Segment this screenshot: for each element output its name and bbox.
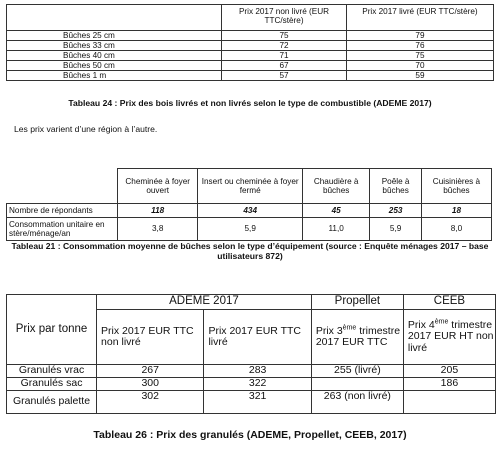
header-cell: Chaudière à bûches	[302, 169, 369, 204]
cell: 59	[346, 71, 493, 81]
row-label: Bûches 25 cm	[7, 31, 222, 41]
row-label: Granulés sac	[7, 378, 97, 391]
row-label: Bûches 33 cm	[7, 41, 222, 51]
table-21-header	[7, 169, 492, 204]
cell: 5,9	[198, 218, 303, 241]
cell: 283	[204, 365, 311, 378]
row-label: Bûches 50 cm	[7, 61, 222, 71]
table-row	[7, 204, 492, 218]
cell: 5,9	[370, 218, 422, 241]
cell: 434	[198, 204, 303, 218]
group-header-ceeb: CEEB	[403, 295, 495, 310]
sub-header-propellet-pre: Prix 3	[315, 324, 343, 337]
table-row	[7, 31, 494, 41]
group-header-ademe: ADEME 2017	[97, 295, 312, 310]
header-blank	[7, 169, 118, 204]
cell: 302	[97, 391, 204, 414]
cell: 205	[403, 365, 495, 378]
sub-header-ceeb-post: trimestre 2017 EUR HT non livré	[407, 318, 494, 354]
cell	[403, 391, 495, 414]
cell: 76	[346, 41, 493, 51]
cell: 263 (non livré)	[311, 391, 403, 414]
cell: 71	[222, 51, 347, 61]
sub-header-ceeb-sup: ème	[434, 318, 449, 326]
sub-header-ademe-non-livre: Prix 2017 EUR TTC non livré	[97, 310, 204, 365]
cell: 75	[346, 51, 493, 61]
header-cell	[7, 5, 222, 31]
table-row	[7, 218, 492, 241]
cell: 8,0	[421, 218, 491, 241]
table-26	[6, 294, 496, 414]
cell: 11,0	[302, 218, 369, 241]
table-24-caption: Tableau 24 : Prix des bois livrés et non livrés selon le type de combustible (ADEME 2017)	[68, 98, 432, 108]
sub-header-ademe-livre: Prix 2017 EUR TTC livré	[204, 310, 311, 365]
header-cell: Cuisinières à bûches	[421, 169, 491, 204]
header-cell: Insert ou cheminée à foyer fermé	[198, 169, 303, 204]
table-row	[7, 51, 494, 61]
header-cell: Prix 2017 livré (EUR TTC/stère)	[346, 5, 493, 31]
sub-header-ceeb-pre: Prix 4	[407, 318, 435, 331]
cell: 3,8	[118, 218, 198, 241]
table-row	[7, 71, 494, 81]
header-cell: Poêle à bûches	[370, 169, 422, 204]
cell	[311, 378, 403, 391]
sub-header-propellet-post: trimestre 2017 EUR TTC	[315, 324, 401, 348]
table-26-group-header	[7, 295, 496, 310]
cell: 267	[97, 365, 204, 378]
table-24	[6, 4, 494, 81]
table-row	[7, 41, 494, 51]
row-label: Bûches 1 m	[7, 71, 222, 81]
row-header: Prix par tonne	[7, 295, 97, 365]
row-label: Bûches 40 cm	[7, 51, 222, 61]
row-label: Granulés palette	[7, 391, 97, 414]
table-row	[7, 61, 494, 71]
price-note: Les prix varient d’une région à l’autre.	[14, 124, 158, 134]
cell: 75	[222, 31, 347, 41]
sub-header-propellet-sup: ème	[342, 324, 357, 331]
row-label: Granulés vrac	[7, 365, 97, 378]
table-row	[7, 391, 496, 414]
cell: 70	[346, 61, 493, 71]
sub-header-ceeb	[403, 310, 495, 365]
group-header-propellet: Propellet	[311, 295, 403, 310]
cell: 300	[97, 378, 204, 391]
sub-header-propellet	[311, 310, 403, 365]
table-26-caption: Tableau 26 : Prix des granulés (ADEME, Propellet, CEEB, 2017)	[93, 429, 407, 441]
cell: 57	[222, 71, 347, 81]
table-row	[7, 365, 496, 378]
table-row	[7, 378, 496, 391]
cell: 45	[302, 204, 369, 218]
header-cell: Prix 2017 non livré (EUR TTC/stère)	[222, 5, 347, 31]
cell: 321	[204, 391, 311, 414]
table-21	[6, 168, 492, 241]
cell: 72	[222, 41, 347, 51]
cell: 118	[118, 204, 198, 218]
cell: 79	[346, 31, 493, 41]
cell: 186	[403, 378, 495, 391]
header-cell: Cheminée à foyer ouvert	[118, 169, 198, 204]
cell: 67	[222, 61, 347, 71]
cell: 18	[421, 204, 491, 218]
row-label: Consommation unitaire en stère/ménage/an	[7, 218, 118, 241]
cell: 255 (livré)	[311, 365, 403, 378]
cell: 322	[204, 378, 311, 391]
table-21-caption: Tableau 21 : Consommation moyenne de bûches selon le type d’équipement (source : Enquête ménages 2017 – base utilisateurs 872)	[11, 241, 489, 261]
cell: 253	[370, 204, 422, 218]
row-label: Nombre de répondants	[7, 204, 118, 218]
table-24-header	[7, 5, 494, 31]
